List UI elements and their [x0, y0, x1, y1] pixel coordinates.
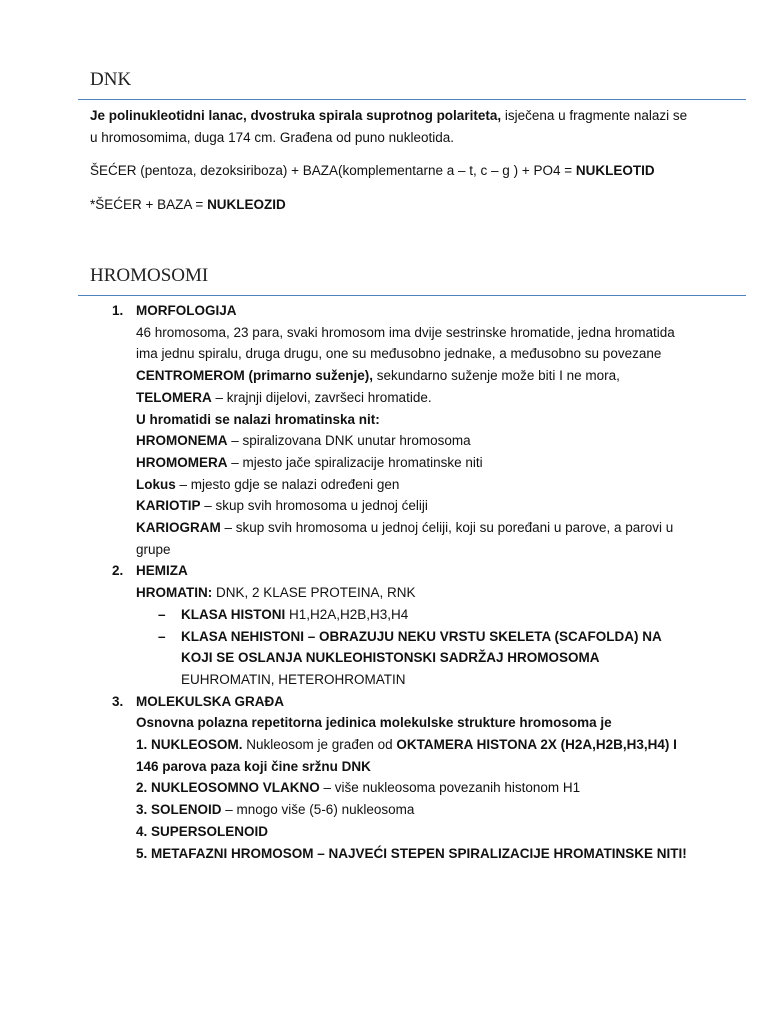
term-definition: – mjesto gdje se nalazi određeni gen: [175, 476, 400, 492]
nukleozid-term: NUKLEOZID: [207, 197, 286, 213]
term-name: KARIOTIP: [136, 498, 201, 514]
hromatin-term: HROMATIN:: [136, 585, 213, 601]
oktamera-term: OKTAMERA HISTONA 2X (H2A,H2B,H3,H4) I 146 parova paza koji čine sržnu DNK: [136, 737, 677, 774]
structure-step-1: [136, 734, 690, 777]
term-row: [136, 517, 690, 560]
dnk-definition-bold: Je polinukleotidni lanac, dvostruka spirala suprotnog polariteta,: [90, 108, 502, 123]
structure-step-4: 4. SUPERSOLENOID: [136, 823, 269, 839]
histoni-text: H1,H2A,H2B,H3,H4: [285, 606, 409, 622]
nehistoni-term: KLASA NEHISTONI – OBRAZUJU NEKU VRSTU SKELETA (SCAFOLDA) NA KOJI SE OSLANJA NUKLEOHISTONSKI SADRŽAJ HROMOSOMA: [181, 628, 662, 666]
dash-bullet: –: [158, 628, 166, 644]
molekulska-intro: Osnovna polazna repetitorna jedinica molekulske strukture hromosoma je: [136, 715, 612, 731]
dnk-definition: [90, 105, 690, 148]
structure-step-2: [136, 777, 690, 799]
term-row: [136, 430, 690, 452]
dnk-section: [90, 105, 690, 228]
term-row: [136, 495, 690, 517]
term-row: [136, 474, 690, 496]
heading-rule-dnk: [78, 99, 746, 100]
heading-hromosomi: HROMOSOMI: [90, 265, 209, 286]
heading-rule-hromosomi: [78, 295, 746, 296]
list-number: 2.: [112, 563, 124, 579]
morfologija-text: [136, 322, 690, 409]
hemiza-title: HEMIZA: [136, 563, 188, 579]
list-item-molekulska-gradja: [90, 691, 690, 865]
list-number: 3.: [112, 693, 124, 709]
structure-step-5: 5. METAFAZNI HROMOSOM – NAJVEĆI STEPEN SPIRALIZACIJE HROMATINSKE NITI!: [136, 845, 687, 861]
nukleosom-text: Nukleosom je građen od: [242, 737, 397, 753]
solenoid-term: 3. SOLENOID: [136, 802, 222, 818]
list-item-histoni: [136, 604, 690, 626]
list-item-hemiza: [90, 560, 690, 690]
hromosomi-list: [90, 300, 690, 864]
term-definition: – skup svih hromosoma u jednoj ćeliji, koji su poređani u parove, a parovi u grupe: [136, 520, 674, 557]
term-name: HROMOMERA: [136, 454, 228, 470]
centromera-term: CENTROMEROM (primarno suženje),: [136, 368, 374, 384]
nukleotid-formula: [90, 160, 690, 182]
nukleozid-formula: [90, 194, 690, 216]
structure-step-3: [136, 799, 690, 821]
term-name: Lokus: [136, 476, 176, 492]
solenoid-text: – mnogo više (5-6) nukleosoma: [221, 802, 415, 818]
hromatin-line: [136, 582, 690, 604]
nukleotid-term: NUKLEOTID: [575, 163, 655, 179]
heading-dnk: DNK: [90, 69, 132, 90]
euhromatin-line: EUHROMATIN, HETEROHROMATIN: [181, 671, 406, 687]
molekulska-gradja-title: MOLEKULSKA GRAĐA: [136, 693, 284, 709]
list-number: 1.: [112, 303, 124, 318]
nukleozid-formula-text: *ŠEĆER + BAZA =: [90, 197, 208, 213]
term-definition: – spiralizovana DNK unutar hromosoma: [227, 433, 471, 449]
term-definition: – mjesto jače spiralizacije hromatinske niti: [227, 454, 483, 470]
nukleosomno-vlakno-term: 2. NUKLEOSOMNO VLAKNO: [136, 780, 320, 796]
dnk-definition-text: isječena u fragmente nalazi se u hromosomima, duga 174 cm. Građena od puno nukleotida.: [90, 108, 688, 145]
morfologija-title: MORFOLOGIJA: [136, 303, 237, 318]
term-name: HROMONEMA: [136, 433, 228, 449]
nukleosom-term: 1. NUKLEOSOM.: [136, 737, 243, 753]
dash-bullet: –: [158, 606, 166, 622]
term-definition: – skup svih hromosoma u jednoj ćeliji: [200, 498, 428, 514]
morfologija-text-2: sekundarno suženje može biti I ne mora,: [373, 368, 620, 384]
morfologija-text-1: 46 hromosoma, 23 para, svaki hromosom ima dvije sestrinske hromatide, jedna hromatida ima jednu spiralu, druga drugu, one su međusobno jednake, a međusobno su povezane: [136, 324, 675, 362]
hromatida-line: U hromatidi se nalazi hromatinska nit:: [136, 411, 380, 427]
protein-class-list: [136, 604, 690, 691]
list-item-nehistoni: [136, 626, 690, 691]
morfologija-text-3: – krajnji dijelovi, završeci hromatide.: [211, 389, 432, 405]
histoni-term: KLASA HISTONI: [181, 606, 286, 622]
nukleosomno-vlakno-text: – više nukleosoma povezanih histonom H1: [319, 780, 581, 796]
term-row: [136, 452, 690, 474]
telomera-term: TELOMERA: [136, 389, 212, 405]
nukleotid-formula-text: ŠEĆER (pentoza, dezoksiriboza) + BAZA(komplementarne a – t, c – g ) + PO4 =: [90, 163, 576, 179]
hromatin-text: DNK, 2 KLASE PROTEINA, RNK: [212, 585, 416, 601]
term-name: KARIOGRAM: [136, 520, 221, 536]
list-item-morfologija: [90, 300, 690, 560]
